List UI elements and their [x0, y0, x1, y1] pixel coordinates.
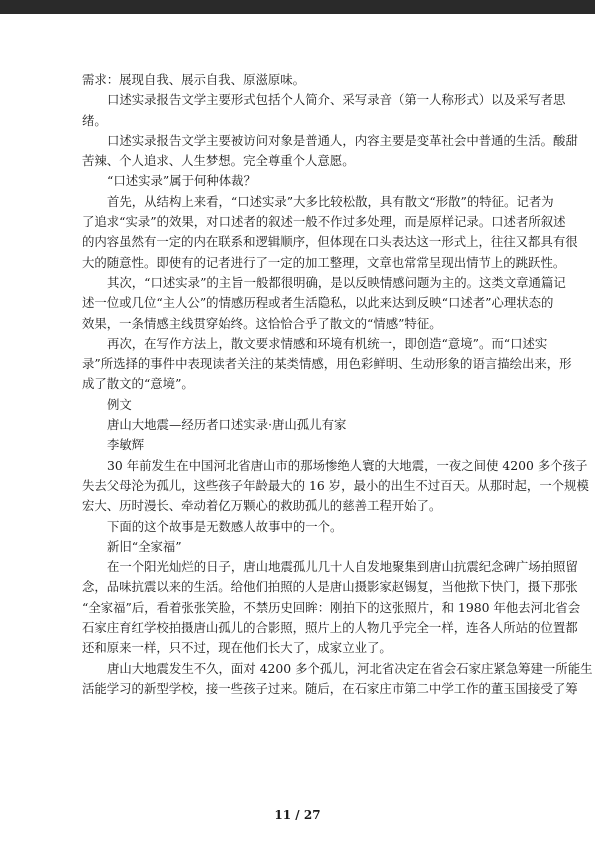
text-line: 首先，从结构上来看，“口述实录”大多比较松散，具有散文“形散”的特征。记者为 — [107, 193, 554, 209]
text-line: 活能学习的新型学校，接一些孩子过来。随后，在石家庄市第二中学工作的董玉国接受了筹 — [82, 680, 578, 696]
page-number: 11 / 27 — [274, 808, 321, 822]
top-bar — [0, 0, 595, 14]
text-line: 再次，在写作方法上，散文要求情感和环境有机统一，即创造“意境”。而“口述实 — [107, 335, 548, 351]
text-line: 失去父母沦为孤儿，这些孩子年龄最大的 16 岁，最小的出生不过百天。从那时起，一个规模 — [82, 477, 589, 493]
text-line: 石家庄育红学校拍摄唐山孤儿的合影照，照片上的人物几乎完全一样，连各人所站的位置都 — [82, 620, 578, 636]
text-line: 述一位或几位“主人公”的情感历程或者生活隐私，以此来达到反映“口述者”心理状态的 — [82, 295, 554, 311]
text-line: 的内容虽然有一定的内在联系和逻辑顺序，但体现在口头表达这一形式上，往往又都具有很 — [82, 234, 578, 250]
text-line: 新旧“全家福” — [107, 538, 182, 554]
text-line: 需求：展现自我、展示自我、原滋原味。 — [82, 72, 306, 87]
text-line: 录”所选择的事件中表现读者关注的某类情感，用色彩鲜明、生动形象的语言描绘出来，形 — [82, 356, 572, 372]
text-line: 宏大、历时漫长、牵动着亿万颗心的救助孤儿的慈善工程开始了。 — [82, 498, 442, 514]
text-line: “口述实录”属于何种体裁？ — [107, 173, 256, 189]
text-line: 效果，一条情感主线贯穿始终。这恰恰合乎了散文的“情感”特征。 — [82, 315, 442, 331]
text-line: 大的随意性。即使有的记者进行了一定的加工整理，文章也常常呈现出情节上的跳跃性。 — [82, 254, 566, 270]
text-line: 绪。 — [82, 112, 107, 128]
text-line: “全家福”后，看着张张笑脸，不禁历史回眸：刚拍下的这张照片，和 1980 年他去河北省会 — [82, 599, 581, 615]
body-text — [82, 70, 593, 699]
text-line: 苦辣、个人追求、人生梦想。完全尊重个人意愿。 — [82, 153, 355, 169]
text-line: 念，品味抗震以来的生活。给他们拍照的人是唐山摄影家赵锡复，当他揿下快门，摄下那张 — [82, 579, 578, 595]
text-line: 30 年前发生在中国河北省唐山市的那场惨绝人寰的大地震，一夜之间使 4200 多个孩子 — [107, 457, 588, 473]
text-line: 李敏辉 — [107, 437, 145, 453]
text-line: 在一个阳光灿烂的日子，唐山地震孤儿几十人自发地聚集到唐山抗震纪念碑广场拍照留 — [107, 559, 578, 575]
text-line: 例文 — [107, 396, 132, 412]
text-line: 还和原来一样，只不过，现在他们长大了，成家立业了。 — [82, 640, 392, 656]
text-line: 了追求“实录”的效果，对口述者的叙述一般不作过多处理，而是原样记录。口述者所叙述 — [82, 214, 566, 230]
text-line: 唐山大地震发生不久，面对 4200 多个孤儿，河北省决定在省会石家庄紧急筹建一所能生 — [107, 660, 593, 676]
text-line: 口述实录报告文学主要形式包括个人简介、采写录音（第一人称形式）以及采写者思 — [107, 92, 566, 108]
text-line: 下面的这个故事是无数感人故事中的一个。 — [107, 518, 343, 534]
text-line: 口述实录报告文学主要被访问对象是普通人，内容主要是变革社会中普通的生活。酸甜 — [107, 132, 578, 148]
text-line: 其次，“口述实录”的主旨一般都很明确，是以反映情感问题为主的。这类文章通篇记 — [107, 274, 566, 290]
text-line: 唐山大地震—经历者口述实录·唐山孤儿有家 — [107, 417, 347, 433]
text-line: 成了散文的“意境”。 — [82, 376, 194, 392]
